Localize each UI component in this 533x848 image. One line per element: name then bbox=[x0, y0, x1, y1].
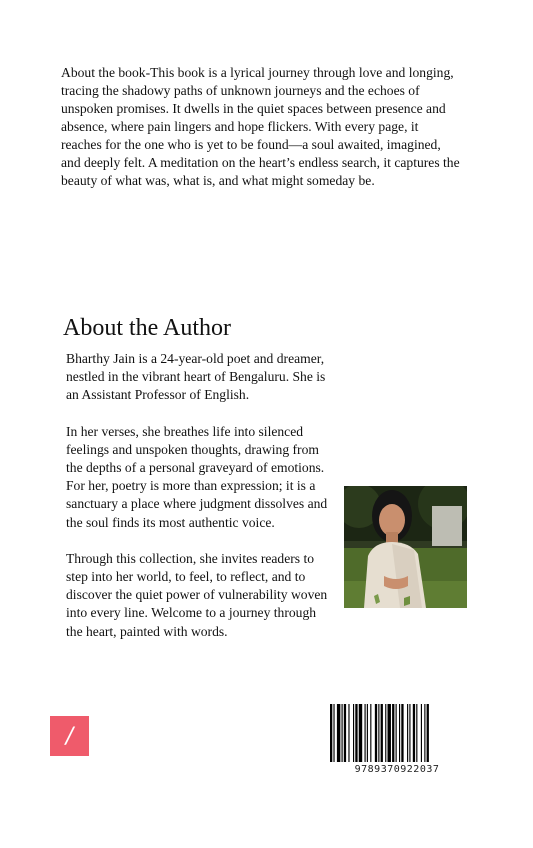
author-bio-paragraph: Through this collection, she invites readers to step into her world, to feel, to reflect, and to discover the quiet power of vulnerability woven into every line. Welcome to a journey through the heart, painted with words. bbox=[66, 550, 328, 639]
about-author-heading: About the Author bbox=[63, 315, 231, 341]
isbn-number: 9789370922037 bbox=[354, 764, 440, 775]
author-photo bbox=[344, 486, 467, 608]
publisher-logo bbox=[50, 716, 89, 756]
author-bio bbox=[66, 350, 336, 659]
author-bio-paragraph: In her verses, she breathes life into silenced feelings and unspoken thoughts, drawing from the depths of a personal graveyard of emotions. For her, poetry is more than expression; it is a sanctuary a place where judgment dissolves and the soul finds its most authentic voice. bbox=[66, 423, 328, 530]
about-book-text: About the book-This book is a lyrical journey through love and longing, tracing the shadowy paths of unknown journeys and the echoes of unspoken promises. It dwells in the quiet spaces between presence and absence, where pain lingers and hope flickers. With every page, it reaches for the one who is yet to be found—a soul awaited, imagined, and deeply felt. A meditation on the heart’s endless search, it captures the beauty of what was, what is, and what might someday be. bbox=[61, 65, 460, 188]
publisher-logo-glyph: / bbox=[65, 723, 74, 749]
author-bio-paragraph: Bharthy Jain is a 24-year-old poet and dreamer, nestled in the vibrant heart of Bengaluru. She is an Assistant Professor of English. bbox=[66, 351, 326, 403]
